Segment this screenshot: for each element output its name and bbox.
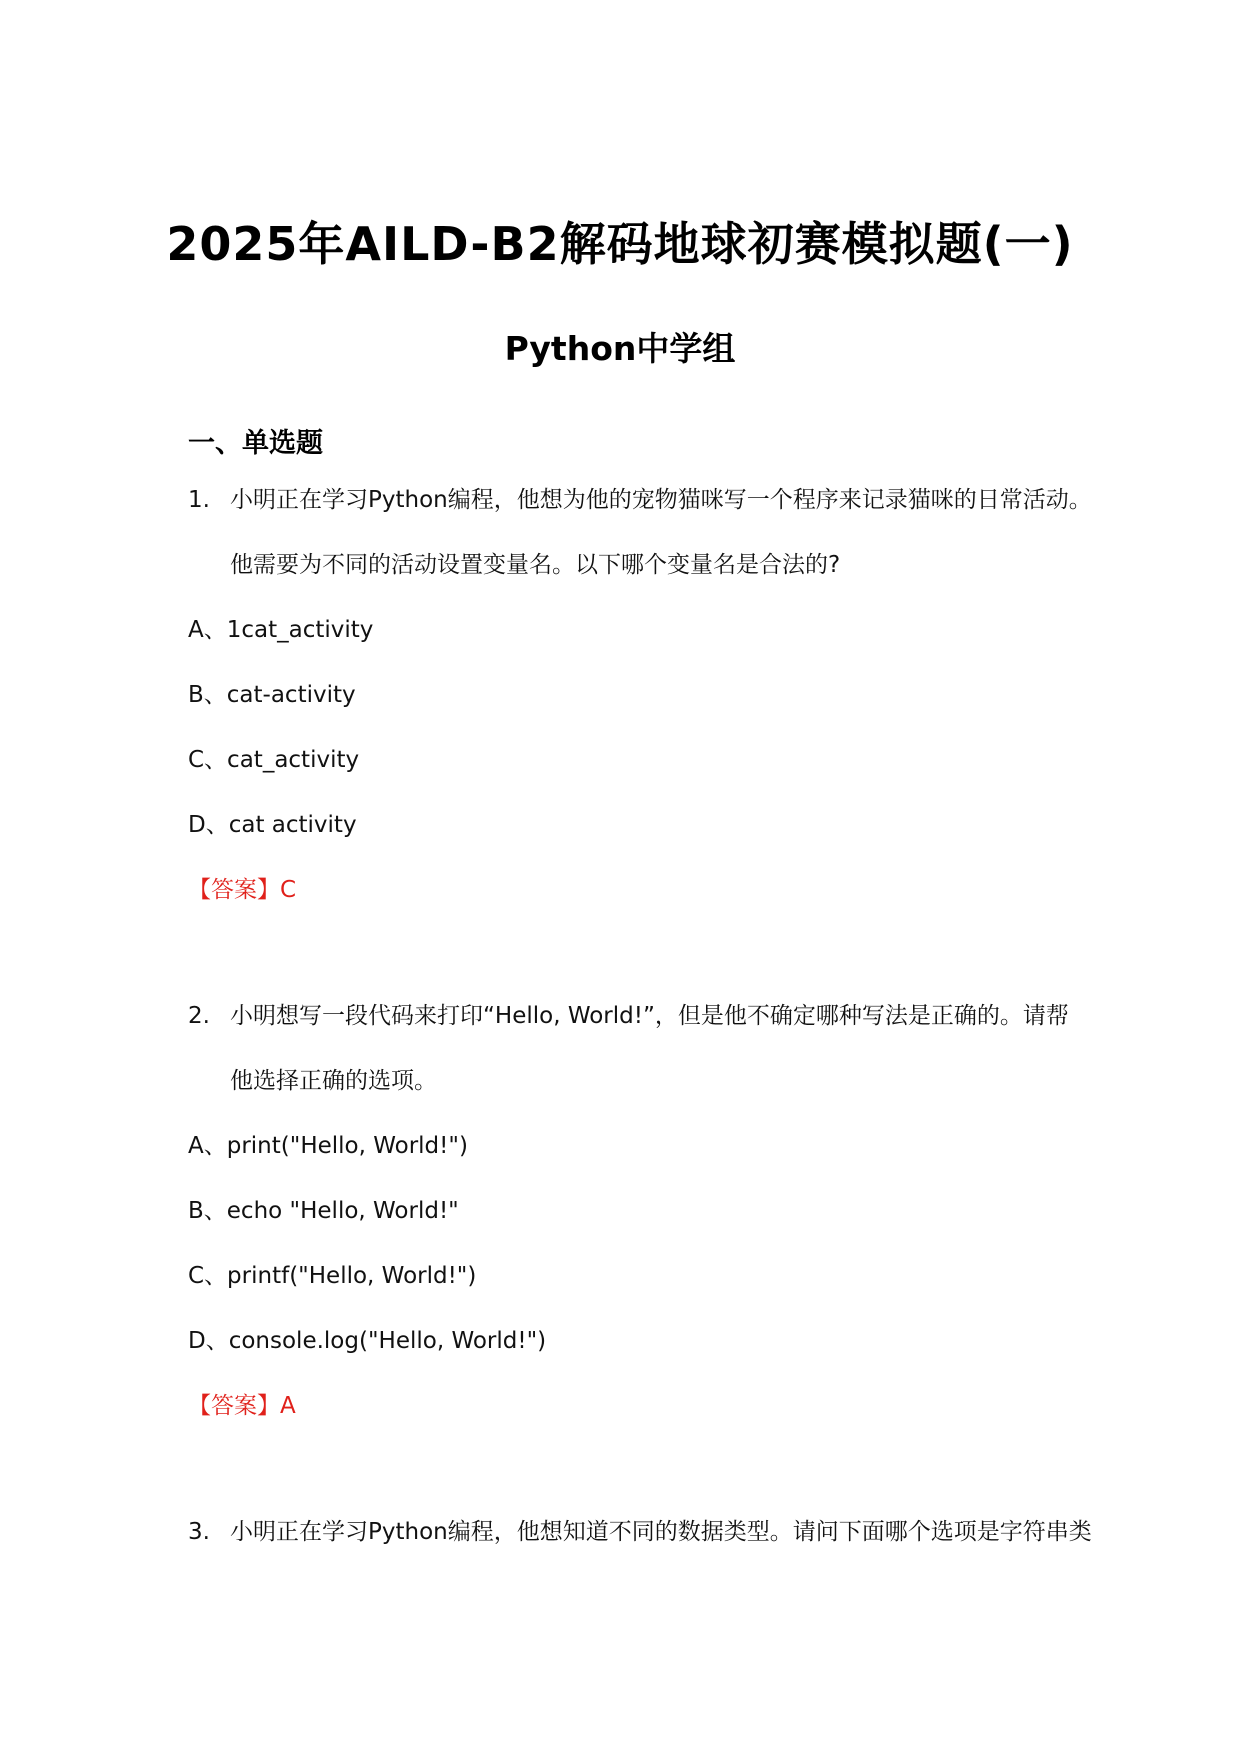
question-text-line-2: 他选择正确的选项。 bbox=[230, 1068, 437, 1094]
option-d: D、console.log("Hello, World!") bbox=[188, 1328, 547, 1354]
answer-label: 【答案】C bbox=[188, 877, 297, 903]
question-stem bbox=[188, 984, 1068, 1049]
option-d: D、cat activity bbox=[188, 812, 357, 838]
question-number: 2. bbox=[188, 1003, 210, 1029]
question-stem bbox=[188, 468, 1092, 533]
option-b: B、cat-activity bbox=[188, 682, 356, 708]
question-number: 1. bbox=[188, 487, 210, 513]
option-a: A、1cat_activity bbox=[188, 617, 374, 643]
answer-label: 【答案】A bbox=[188, 1393, 296, 1419]
question-1 bbox=[188, 468, 1092, 923]
section-heading: 一、单选题 bbox=[188, 428, 323, 459]
document-title: 2025年AILD-B2解码地球初赛模拟题(一) bbox=[166, 217, 1074, 271]
question-text-line-2: 他需要为不同的活动设置变量名。以下哪个变量名是合法的? bbox=[230, 552, 841, 578]
document-subtitle: Python中学组 bbox=[504, 329, 736, 368]
question-text-line-1: 小明想写一段代码来打印“Hello, World!”，但是他不确定哪种写法是正确的。请帮 bbox=[230, 1003, 1069, 1029]
option-c: C、printf("Hello, World!") bbox=[188, 1263, 477, 1289]
question-3 bbox=[188, 1500, 1092, 1565]
option-c: C、cat_activity bbox=[188, 747, 360, 773]
question-text-line-1: 小明正在学习Python编程，他想为他的宠物猫咪写一个程序来记录猫咪的日常活动。 bbox=[230, 487, 1092, 513]
question-number: 3. bbox=[188, 1519, 210, 1545]
question-stem bbox=[188, 1500, 1092, 1565]
question-2 bbox=[188, 984, 1068, 1439]
option-a: A、print("Hello, World!") bbox=[188, 1133, 468, 1159]
question-text-line-1: 小明正在学习Python编程，他想知道不同的数据类型。请问下面哪个选项是字符串类 bbox=[230, 1519, 1092, 1545]
option-b: B、echo "Hello, World!" bbox=[188, 1198, 459, 1224]
